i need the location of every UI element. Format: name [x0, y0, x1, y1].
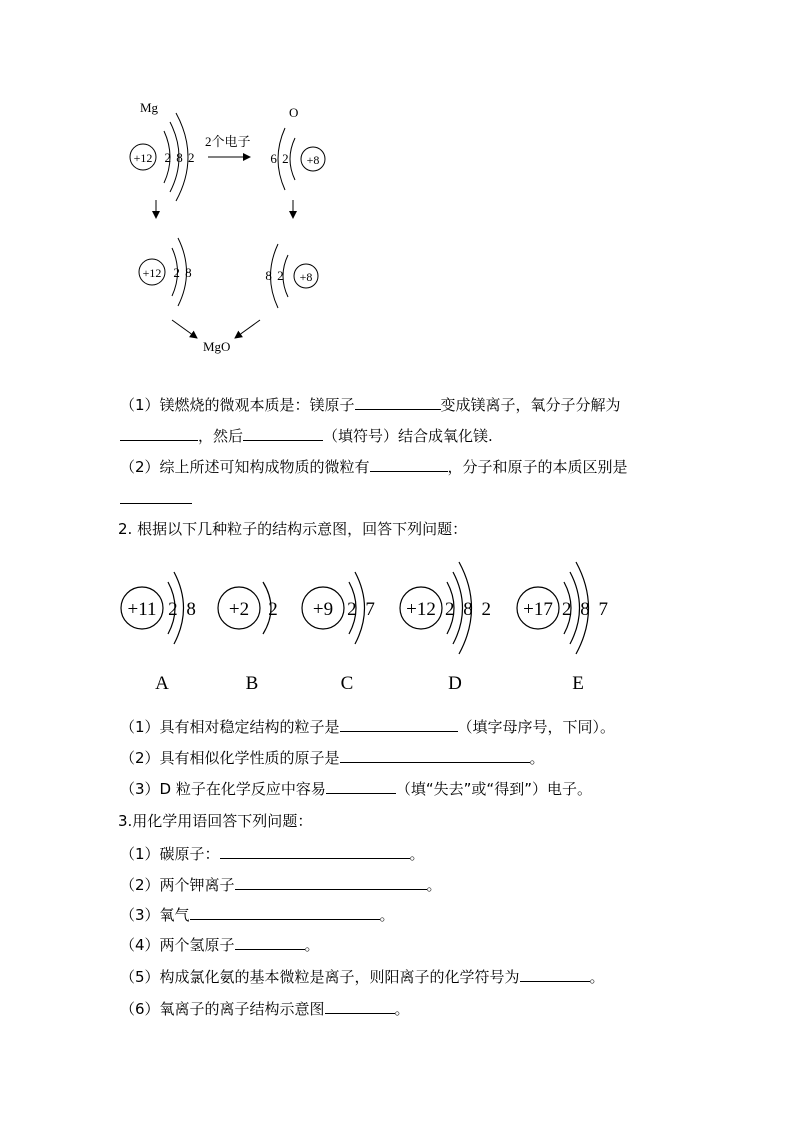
mg-nucleus: +12 [133, 151, 153, 165]
q3-s6-text: （6）氧离子的离子结构示意图 [120, 1000, 325, 1018]
q3-blank-5[interactable] [520, 966, 590, 982]
particle-d-label: D [448, 673, 462, 694]
particle-e [517, 562, 610, 694]
q3-s4-text: （4）两个氢原子 [120, 936, 235, 954]
particle-d-electrons: 2 8 2 [445, 599, 493, 620]
particle-b [218, 582, 278, 694]
q2-blank-3[interactable] [326, 778, 396, 794]
q3-s3-end: 。 [379, 906, 395, 924]
particle-e-electrons: 2 8 7 [562, 599, 610, 620]
mgo-formation-diagram [0, 0, 794, 380]
particle-d [400, 562, 493, 694]
q1-blank-3[interactable] [243, 425, 323, 441]
o-ion [265, 244, 318, 308]
q3-blank-3[interactable] [190, 904, 380, 920]
q3-s6-end: 。 [394, 1000, 410, 1018]
mg-ion-nucleus: +12 [142, 266, 162, 280]
q1-line-2 [120, 425, 493, 446]
q2-blank-2[interactable] [340, 747, 530, 763]
q1-blank-1[interactable] [355, 394, 441, 410]
particle-e-nucleus: +17 [523, 599, 553, 620]
particle-c-label: C [340, 673, 354, 694]
q2-s1-text: （1）具有相对稳定结构的粒子是 [120, 718, 340, 736]
q1-text-a: （1）镁燃烧的微观本质是：镁原子 [120, 396, 355, 414]
q1-text-e: （2）综上所述可知构成物质的微粒有 [120, 458, 370, 476]
q2-s2-text: （2）具有相似化学性质的原子是 [120, 749, 340, 767]
q3-line-1 [120, 843, 425, 864]
q3-s5-end: 。 [589, 968, 605, 986]
q3-line-6 [120, 998, 410, 1019]
q2-s1-tail: （填字母序号，下同）。 [457, 718, 616, 736]
mg-label: Mg [140, 100, 159, 115]
particle-d-nucleus: +12 [406, 599, 436, 620]
q3-s2-text: （2）两个钾离子 [120, 876, 235, 894]
particle-e-label: E [572, 673, 584, 694]
particle-c [302, 572, 377, 694]
q2-line-2 [120, 747, 545, 768]
q1-blank-5[interactable] [120, 488, 192, 504]
q2-line-1 [120, 716, 615, 737]
q3-line-3 [120, 904, 395, 925]
mg-ion-to-mgo-arrow [172, 320, 197, 338]
o-ion-to-mgo-arrow [235, 320, 260, 338]
particle-a-electrons: 2 8 [168, 599, 198, 620]
particle-structure-diagrams [0, 550, 794, 700]
particle-b-nucleus: +2 [228, 599, 250, 620]
particle-c-nucleus: +9 [312, 599, 334, 620]
q3-s4-end: 。 [304, 936, 320, 954]
q2-s3-tail: （填“失去”或“得到”）电子。 [395, 780, 592, 798]
o-electrons: 6 2 [270, 151, 290, 166]
q3-blank-1[interactable] [220, 843, 410, 859]
mgo-product-label: MgO [203, 339, 231, 354]
q1-line-4 [120, 488, 192, 509]
q1-text-d: （填符号）结合成氧化镁. [323, 427, 493, 445]
q2-s2-tail: 。 [529, 749, 545, 767]
q3-s1-text: （1）碳原子： [120, 845, 220, 863]
mg-electrons: 2 8 2 [164, 150, 196, 165]
q2-s3-text: （3）D 粒子在化学反应中容易 [120, 780, 326, 798]
q3-title: 3.用化学用语回答下列问题： [118, 812, 313, 830]
q3-s5-text: （5）构成氯化氨的基本微粒是离子，则阳离子的化学符号为 [120, 968, 520, 986]
electron-transfer-label: 2个电子 [205, 134, 251, 149]
o-atom [270, 128, 325, 190]
q3-s2-end: 。 [426, 876, 442, 894]
particle-c-electrons: 2 7 [347, 599, 377, 620]
o-ion-nucleus: +8 [299, 270, 313, 284]
q3-line-5 [120, 966, 605, 987]
q1-line-3 [120, 456, 628, 477]
q1-text-b: 变成镁离子，氧分子分解为 [440, 396, 621, 414]
q2-blank-1[interactable] [340, 716, 458, 732]
q3-blank-4[interactable] [235, 934, 305, 950]
o-label: O [289, 105, 299, 120]
q3-blank-6[interactable] [325, 998, 395, 1014]
q3-s1-end: 。 [409, 845, 425, 863]
q1-blank-2[interactable] [120, 425, 198, 441]
q1-text-f: ，分子和原子的本质区别是 [447, 458, 628, 476]
o-nucleus: +8 [306, 153, 320, 167]
q3-blank-2[interactable] [235, 874, 427, 890]
q3-s3-text: （3）氧气 [120, 906, 190, 924]
q1-blank-4[interactable] [370, 456, 448, 472]
mg-atom [130, 113, 196, 201]
particle-a-label: A [155, 673, 169, 694]
particle-a [121, 572, 198, 694]
particle-b-label: B [245, 673, 259, 694]
q3-line-2 [120, 874, 442, 895]
o-ion-electrons: 8 2 [265, 268, 285, 283]
particle-a-nucleus: +11 [127, 599, 157, 620]
q1-line-1 [120, 394, 621, 415]
mg-ion [139, 238, 193, 306]
q2-title: 2. 根据以下几种粒子的结构示意图，回答下列问题： [118, 520, 468, 538]
mg-ion-electrons: 2 8 [173, 265, 193, 280]
q3-line-4 [120, 934, 320, 955]
particle-b-electrons: 2 [268, 599, 278, 620]
q2-line-3 [120, 778, 592, 799]
q1-text-c: ，然后 [198, 427, 244, 445]
